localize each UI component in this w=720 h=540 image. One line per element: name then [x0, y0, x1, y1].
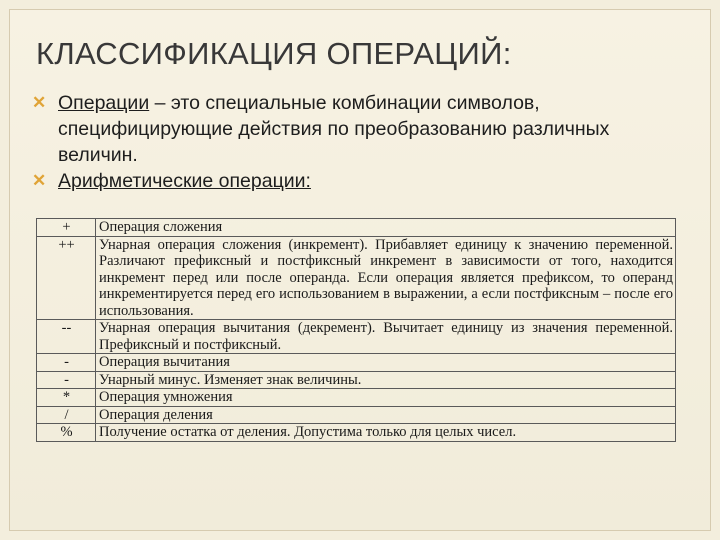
operation-description: Унарная операция сложения (инкремент). Прибавляет единицу к значению переменной. Различают префиксный и постфиксный инкремент в зависимости от того, находится инкремент перед или после операнда. Если операция является префиксом, то операнд инкрементируется перед его использованием в выражении, а если постфиксным – после его использования. [96, 236, 676, 320]
table-row [37, 320, 676, 354]
x-mark-icon: ✕ [32, 171, 47, 190]
operation-symbol: -- [37, 320, 96, 354]
term-arithmetic-operations: Арифметические операции: [58, 170, 311, 192]
operation-description: Операция деления [96, 406, 676, 424]
table-row [37, 354, 676, 372]
table-row [37, 219, 676, 237]
operations-table [36, 218, 676, 442]
operation-description: Операция умножения [96, 389, 676, 407]
term-operations: Операции [58, 92, 150, 114]
table-row [37, 371, 676, 389]
bullet-list [30, 90, 690, 194]
operation-symbol: / [37, 406, 96, 424]
operation-symbol: - [37, 371, 96, 389]
operation-description: Операция сложения [96, 219, 676, 237]
x-mark-icon: ✕ [32, 93, 47, 112]
operation-description: Унарная операция вычитания (декремент). Вычитает единицу из значения переменной. Префиксный и постфиксный. [96, 320, 676, 354]
operation-symbol: * [37, 389, 96, 407]
operation-symbol: ++ [37, 236, 96, 320]
operation-description: Получение остатка от деления. Допустима только для целых чисел. [96, 424, 676, 442]
table-row [37, 406, 676, 424]
bullet-item-arithmetic [30, 168, 690, 194]
table-row [37, 236, 676, 320]
table-row [37, 389, 676, 407]
operation-description: Унарный минус. Изменяет знак величины. [96, 371, 676, 389]
operations-definition: – это специальные комбинации символов, специфицирующие действия по преобразованию различных величин. [58, 92, 610, 166]
operation-symbol: - [37, 354, 96, 372]
table-row [37, 424, 676, 442]
operation-symbol: % [37, 424, 96, 442]
slide-title: КЛАССИФИКАЦИЯ ОПЕРАЦИЙ: [36, 36, 512, 71]
bullet-item-operations [30, 90, 690, 168]
operation-symbol: + [37, 219, 96, 237]
operation-description: Операция вычитания [96, 354, 676, 372]
